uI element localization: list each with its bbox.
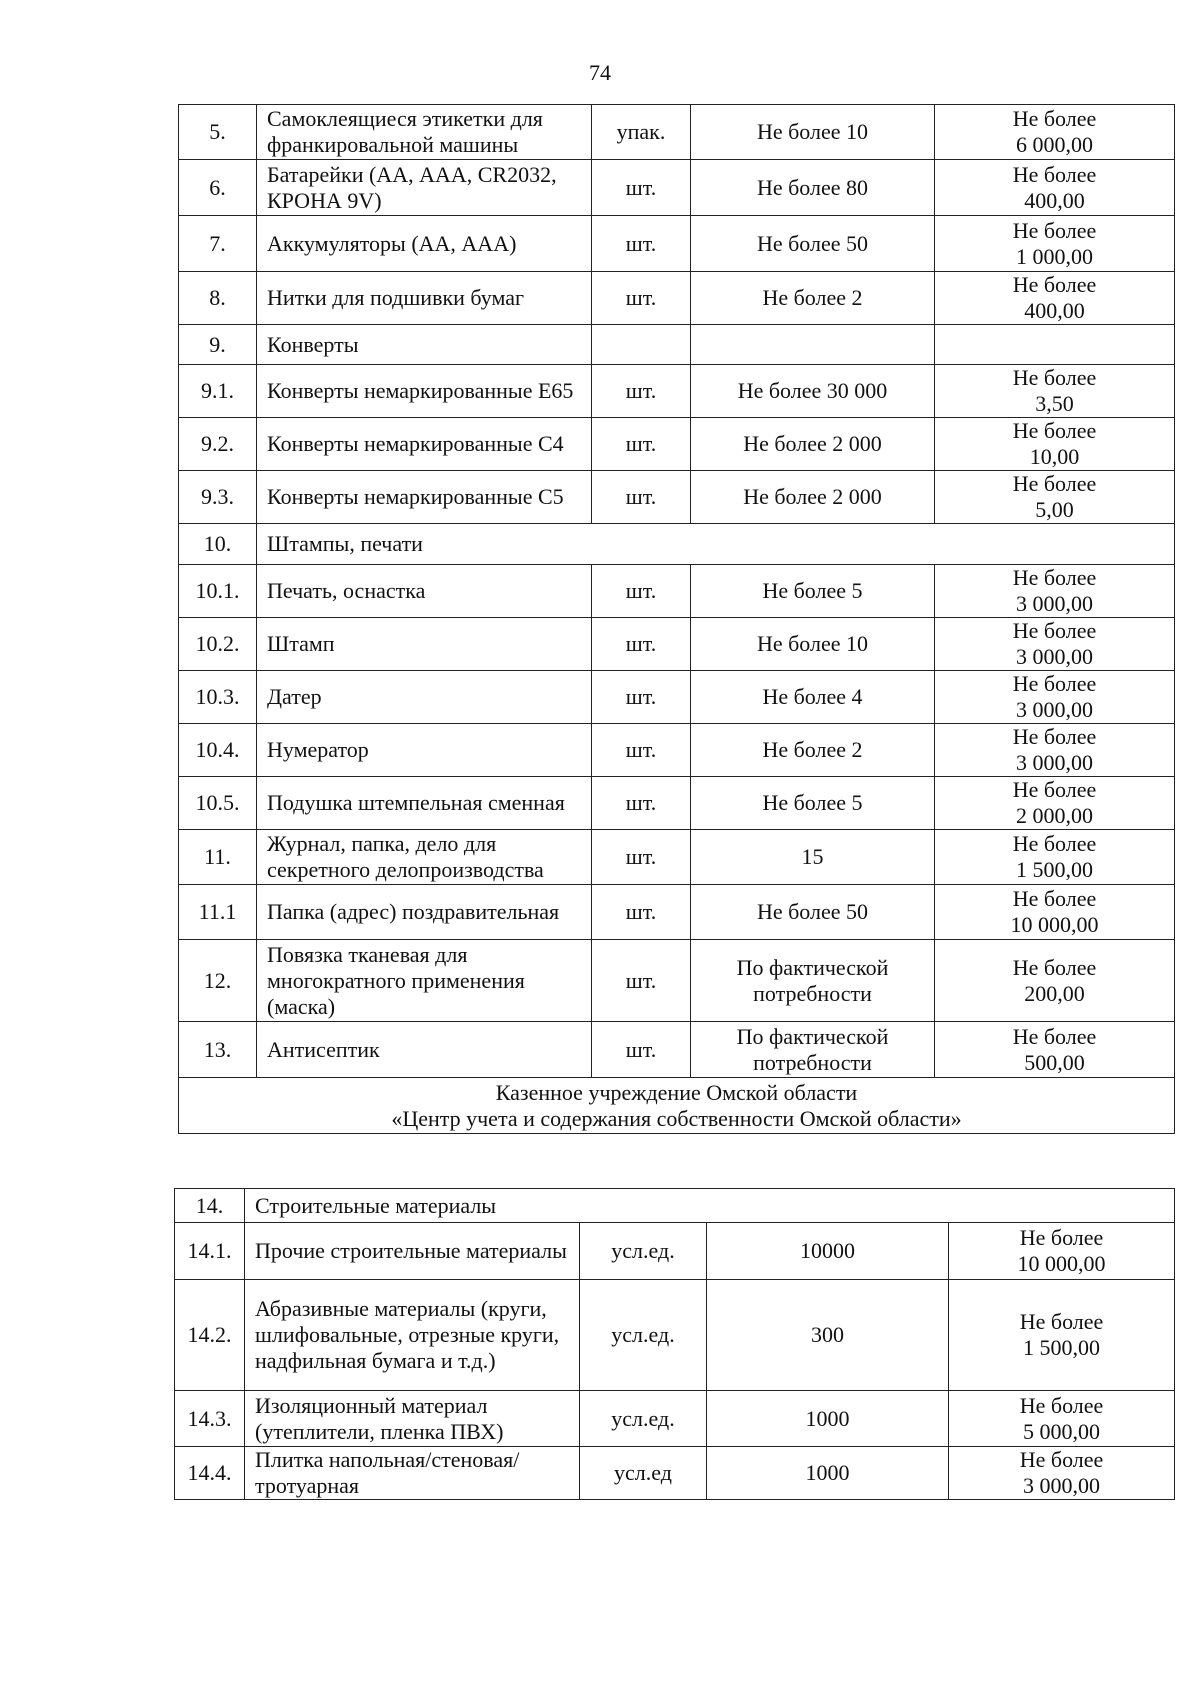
table-row <box>179 272 1175 325</box>
price-label: Не более <box>1012 565 1097 590</box>
item-name: Аккумуляторы (АА, ААА) <box>257 216 592 272</box>
item-quantity: Не более 4 <box>691 671 935 724</box>
item-price <box>935 940 1175 1022</box>
item-price <box>935 365 1175 418</box>
item-number: 5. <box>179 105 257 160</box>
item-quantity: Не более 5 <box>691 777 935 830</box>
item-number: 10.1. <box>179 565 257 618</box>
item-price <box>935 1022 1175 1078</box>
item-quantity: 1000 <box>707 1447 949 1500</box>
item-unit: усл.ед. <box>580 1391 707 1447</box>
item-price <box>935 671 1175 724</box>
item-unit: усл.ед <box>580 1447 707 1500</box>
table-row <box>175 1391 1175 1447</box>
item-number: 14.1. <box>175 1223 245 1280</box>
item-quantity: 1000 <box>707 1391 949 1447</box>
item-number: 9.2. <box>179 418 257 471</box>
table-row <box>179 471 1175 524</box>
price-value: 3,50 <box>1035 391 1074 416</box>
price-label: Не более <box>1012 365 1097 390</box>
price-value: 10,00 <box>1029 444 1080 469</box>
item-name: Прочие строительные материалы <box>245 1223 580 1280</box>
price-value: 400,00 <box>1024 187 1085 213</box>
item-number: 10.5. <box>179 777 257 830</box>
section-name: Строительные материалы <box>245 1189 1175 1223</box>
items-table <box>178 104 1175 1134</box>
price-label: Не более <box>1012 161 1097 187</box>
price-value: 3 000,00 <box>1016 750 1093 775</box>
item-quantity: Не более 10 <box>691 105 935 160</box>
item-quantity: Не более 2 000 <box>691 471 935 524</box>
item-unit: шт. <box>592 1022 691 1078</box>
price-label: Не более <box>1019 1447 1104 1472</box>
item-price <box>935 830 1175 885</box>
item-unit: шт. <box>592 940 691 1022</box>
price-label: Не более <box>1012 831 1097 856</box>
price-label: Не более <box>1019 1309 1104 1334</box>
item-unit: шт. <box>592 471 691 524</box>
table-row <box>179 830 1175 885</box>
table-row <box>179 418 1175 471</box>
price-label: Не более <box>1012 418 1097 443</box>
item-quantity: Не более 10 <box>691 618 935 671</box>
item-unit: шт. <box>592 272 691 325</box>
item-unit: усл.ед. <box>580 1223 707 1280</box>
item-quantity: Не более 5 <box>691 565 935 618</box>
section-row <box>179 524 1175 565</box>
item-name: Изоляционный материал (утеплители, пленка ПВХ) <box>245 1391 580 1447</box>
table-row <box>179 365 1175 418</box>
item-quantity: По фактической потребности <box>691 940 935 1022</box>
section-row <box>175 1189 1175 1223</box>
item-unit: шт. <box>592 418 691 471</box>
table-row <box>175 1223 1175 1280</box>
item-unit: шт. <box>592 671 691 724</box>
price-value: 3 000,00 <box>1016 697 1093 722</box>
price-label: Не более <box>1012 671 1097 696</box>
table-row <box>179 940 1175 1022</box>
table-row <box>179 325 1175 365</box>
item-number: 10.4. <box>179 724 257 777</box>
item-price <box>935 618 1175 671</box>
item-name: Датер <box>257 671 592 724</box>
table-row <box>179 724 1175 777</box>
table-row <box>179 105 1175 160</box>
item-number: 8. <box>179 272 257 325</box>
item-name: Конверты <box>257 325 592 365</box>
price-value: 200,00 <box>1024 980 1085 1006</box>
price-value: 3 000,00 <box>1016 644 1093 669</box>
section-number: 14. <box>175 1189 245 1223</box>
price-value: 2 000,00 <box>1016 803 1093 828</box>
item-number: 13. <box>179 1022 257 1078</box>
organization-title <box>179 1078 1175 1134</box>
price-label: Не более <box>1019 1392 1104 1418</box>
item-unit: шт. <box>592 216 691 272</box>
item-unit: шт. <box>592 365 691 418</box>
item-unit: упак. <box>592 105 691 160</box>
price-value: 6 000,00 <box>1016 132 1093 157</box>
item-name: Батарейки (АА, ААА, CR2032, КРОНА 9V) <box>257 160 592 216</box>
item-unit <box>592 325 691 365</box>
price-label: Не более <box>1012 777 1097 802</box>
item-price <box>949 1447 1175 1500</box>
item-name: Самоклеящиеся этикетки для франкировальной машины <box>257 105 592 160</box>
item-number: 11. <box>179 830 257 885</box>
section-number: 10. <box>179 524 257 565</box>
price-value: 3 000,00 <box>1016 591 1093 616</box>
item-number: 9. <box>179 325 257 365</box>
price-label: Не более <box>1012 954 1097 980</box>
item-name: Конверты немаркированные С5 <box>257 471 592 524</box>
price-value: 1 500,00 <box>1016 857 1093 882</box>
item-unit: шт. <box>592 160 691 216</box>
price-label: Не более <box>1019 1225 1104 1250</box>
price-label: Не более <box>1012 471 1097 496</box>
item-name: Штамп <box>257 618 592 671</box>
item-name: Нитки для подшивки бумаг <box>257 272 592 325</box>
item-price <box>935 471 1175 524</box>
item-quantity <box>691 325 935 365</box>
table-row <box>179 216 1175 272</box>
item-quantity: Не более 50 <box>691 216 935 272</box>
item-price <box>949 1280 1175 1391</box>
item-name: Папка (адрес) поздравительная <box>257 885 592 940</box>
item-price <box>935 105 1175 160</box>
construction-materials-table <box>174 1188 1175 1500</box>
table-row <box>179 777 1175 830</box>
price-value: 500,00 <box>1024 1049 1085 1075</box>
price-value: 5,00 <box>1035 497 1074 522</box>
item-price <box>949 1223 1175 1280</box>
item-number: 14.2. <box>175 1280 245 1391</box>
item-price <box>935 418 1175 471</box>
item-name: Конверты немаркированные Е65 <box>257 365 592 418</box>
item-quantity: Не более 30 000 <box>691 365 935 418</box>
price-label: Не более <box>1012 272 1097 297</box>
item-quantity: 10000 <box>707 1223 949 1280</box>
table-row <box>179 565 1175 618</box>
item-number: 7. <box>179 216 257 272</box>
item-name: Печать, оснастка <box>257 565 592 618</box>
price-value: 400,00 <box>1024 298 1085 323</box>
item-name: Нумератор <box>257 724 592 777</box>
item-number: 9.1. <box>179 365 257 418</box>
item-name: Абразивные материалы (круги, шлифовальные, отрезные круги, надфильная бумага и т.д.) <box>245 1280 580 1391</box>
table-row <box>179 160 1175 216</box>
price-label: Не более <box>1012 106 1097 131</box>
price-value: 5 000,00 <box>1023 1418 1101 1444</box>
organization-line-2: «Центр учета и содержания собственности Омской области» <box>391 1105 962 1131</box>
item-number: 12. <box>179 940 257 1022</box>
item-unit: усл.ед. <box>580 1280 707 1391</box>
price-label: Не более <box>1012 1023 1097 1049</box>
item-price <box>935 724 1175 777</box>
table-row <box>179 885 1175 940</box>
item-unit: шт. <box>592 724 691 777</box>
item-number: 11.1 <box>179 885 257 940</box>
item-name: Подушка штемпельная сменная <box>257 777 592 830</box>
price-value: 1 000,00 <box>1016 243 1093 269</box>
item-quantity: Не более 50 <box>691 885 935 940</box>
price-label: Не более <box>1012 618 1097 643</box>
table-row <box>179 1022 1175 1078</box>
item-name: Плитка напольная/стеновая/тротуарная <box>245 1447 580 1500</box>
item-name: Конверты немаркированные С4 <box>257 418 592 471</box>
price-label: Не более <box>1012 886 1097 911</box>
price-label: Не более <box>1012 217 1097 243</box>
item-name: Повязка тканевая для многократного применения (маска) <box>257 940 592 1022</box>
item-unit: шт. <box>592 830 691 885</box>
item-number: 9.3. <box>179 471 257 524</box>
item-price <box>935 160 1175 216</box>
organization-line-1: Казенное учреждение Омской области <box>495 1079 858 1105</box>
item-price <box>935 885 1175 940</box>
item-number: 10.2. <box>179 618 257 671</box>
item-quantity: 15 <box>691 830 935 885</box>
table-row <box>175 1280 1175 1391</box>
table-row <box>179 618 1175 671</box>
price-value: 1 500,00 <box>1023 1335 1101 1360</box>
item-quantity: Не более 2 000 <box>691 418 935 471</box>
item-quantity: Не более 2 <box>691 272 935 325</box>
table-row <box>179 671 1175 724</box>
item-unit: шт. <box>592 777 691 830</box>
organization-row <box>179 1078 1175 1134</box>
item-number: 10.3. <box>179 671 257 724</box>
table-row <box>175 1447 1175 1500</box>
item-quantity: По фактической потребности <box>691 1022 935 1078</box>
item-price <box>935 216 1175 272</box>
item-price <box>935 565 1175 618</box>
item-unit: шт. <box>592 618 691 671</box>
item-number: 14.3. <box>175 1391 245 1447</box>
section-name: Штампы, печати <box>257 524 1175 565</box>
item-quantity: Не более 2 <box>691 724 935 777</box>
item-price <box>949 1391 1175 1447</box>
page-number: 74 <box>589 60 611 85</box>
price-value: 3 000,00 <box>1023 1473 1101 1498</box>
item-number: 6. <box>179 160 257 216</box>
price-value: 10 000,00 <box>1017 1251 1106 1276</box>
item-price <box>935 272 1175 325</box>
item-unit: шт. <box>592 885 691 940</box>
price-label: Не более <box>1012 724 1097 749</box>
item-price <box>935 777 1175 830</box>
item-name: Антисептик <box>257 1022 592 1078</box>
item-quantity: Не более 80 <box>691 160 935 216</box>
item-name: Журнал, папка, дело для секретного делопроизводства <box>257 830 592 885</box>
item-number: 14.4. <box>175 1447 245 1500</box>
item-price <box>935 325 1175 365</box>
item-quantity: 300 <box>707 1280 949 1391</box>
item-unit: шт. <box>592 565 691 618</box>
price-value: 10 000,00 <box>1010 912 1099 937</box>
